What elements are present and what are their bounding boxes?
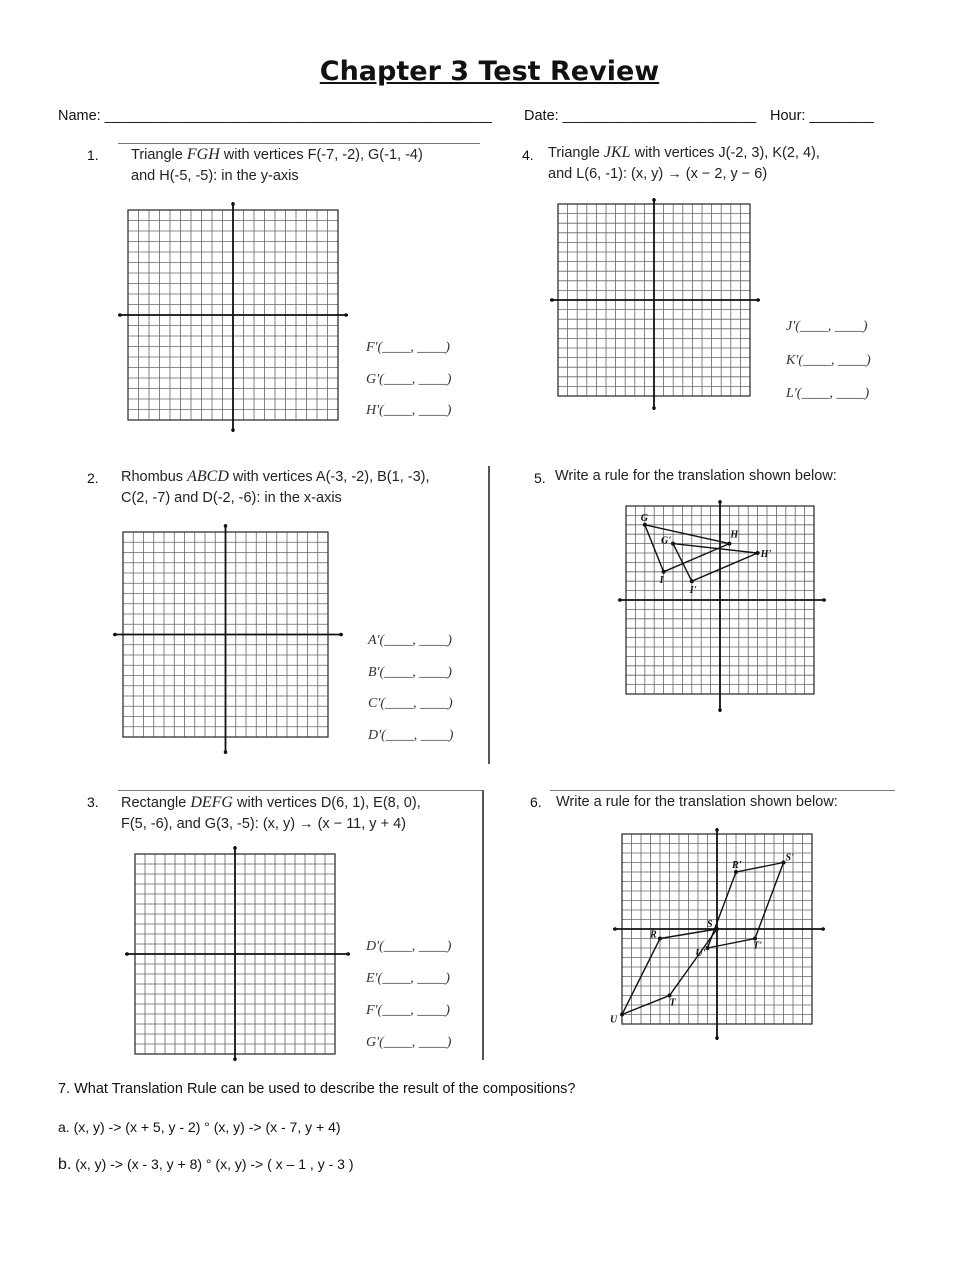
answer-g-prime-3[interactable]: G'(____, ____) bbox=[366, 1035, 452, 1050]
name-field[interactable]: Name: ________________________________________________ bbox=[58, 108, 492, 124]
grid-5[interactable] bbox=[618, 500, 826, 712]
axis-arrow bbox=[718, 500, 722, 504]
date-field[interactable]: Date: ________________________ bbox=[524, 108, 757, 124]
label-h-prime: H' bbox=[760, 549, 772, 560]
answer-j-prime[interactable]: J'(____, ____) bbox=[786, 319, 868, 334]
problem-3-text-pre: Rectangle bbox=[121, 795, 191, 811]
problem-2-figure-name: ABCD bbox=[187, 468, 229, 485]
scan-edge bbox=[488, 466, 490, 764]
triangle-ghi-prime-vertex bbox=[690, 579, 694, 583]
problem-3-text-line2: F(5, -6), and G(3, -5): (x, y) → (x − 11, y + 4) bbox=[121, 816, 406, 832]
axis-arrow bbox=[233, 846, 237, 850]
label-r-prime: R' bbox=[732, 860, 742, 871]
axis-arrow bbox=[125, 952, 129, 956]
axis-arrow bbox=[233, 1057, 237, 1061]
problem-5-number: 5. bbox=[534, 470, 546, 486]
question-7b-text: (x, y) -> (x - 3, y + 8) ° (x, y) -> ( x – 1 , y - 3 ) bbox=[75, 1156, 354, 1172]
axis-arrow bbox=[231, 428, 235, 432]
axis-arrow bbox=[715, 828, 719, 832]
label-u: U bbox=[610, 1014, 618, 1026]
label-s-prime: S' bbox=[785, 852, 794, 864]
triangle-ghi-vertex bbox=[662, 570, 666, 574]
triangle-ghi-vertex bbox=[727, 542, 731, 546]
question-7b-letter: b. bbox=[58, 1156, 72, 1173]
axis-arrow bbox=[613, 927, 617, 931]
problem-6-number: 6. bbox=[530, 794, 542, 810]
triangle-ghi-prime-vertex bbox=[671, 542, 675, 546]
label-u-prime: U' bbox=[695, 948, 706, 959]
axis-arrow bbox=[756, 298, 760, 302]
answer-f-prime-3[interactable]: F'(____, ____) bbox=[366, 1003, 450, 1018]
problem-1-text bbox=[131, 144, 423, 187]
answer-a-prime[interactable]: A'(____, ____) bbox=[368, 633, 452, 648]
label-t-prime: T' bbox=[753, 940, 762, 952]
scan-edge bbox=[118, 790, 482, 791]
question-7a: a. (x, y) -> (x + 5, y - 2) ° (x, y) -> (x - 7, y + 4) bbox=[58, 1119, 341, 1135]
answer-b-prime[interactable]: B'(____, ____) bbox=[368, 665, 452, 680]
problem-4-figure-name: JKL bbox=[603, 144, 631, 161]
answer-g-prime[interactable]: G'(____, ____) bbox=[366, 372, 452, 387]
axis-arrow bbox=[618, 598, 622, 602]
answer-k-prime[interactable]: K'(____, ____) bbox=[786, 353, 871, 368]
axis-arrow bbox=[118, 313, 122, 317]
triangle-ghi-prime-vertex bbox=[756, 551, 760, 555]
problem-3-text bbox=[121, 792, 421, 835]
axis-arrow bbox=[718, 708, 722, 712]
axis-arrow bbox=[715, 1036, 719, 1040]
answer-d-prime[interactable]: D'(____, ____) bbox=[368, 728, 454, 743]
problem-4-text-post: with vertices J(-2, 3), K(2, 4), bbox=[630, 145, 820, 161]
problem-4-text-pre: Triangle bbox=[548, 145, 604, 161]
axis-arrow bbox=[652, 406, 656, 410]
problem-1-text-post: with vertices F(-7, -2), G(-1, -4) bbox=[219, 147, 423, 163]
answer-c-prime[interactable]: C'(____, ____) bbox=[368, 696, 453, 711]
axis-arrow bbox=[224, 524, 228, 528]
page-title: Chapter 3 Test Review bbox=[319, 56, 660, 87]
problem-4-text-line2: and L(6, -1): (x, y) → (x − 2, y − 6) bbox=[548, 166, 768, 182]
axis-arrow bbox=[224, 750, 228, 754]
question-7: 7. What Translation Rule can be used to describe the result of the compositions? bbox=[58, 1081, 576, 1097]
hour-field[interactable]: Hour: ________ bbox=[770, 108, 874, 124]
scan-edge bbox=[550, 790, 895, 791]
problem-2-text bbox=[121, 466, 430, 509]
axis-arrow bbox=[231, 202, 235, 206]
axis-arrow bbox=[339, 633, 343, 637]
axis-arrow bbox=[344, 313, 348, 317]
answer-l-prime[interactable]: L'(____, ____) bbox=[786, 386, 870, 401]
label-r: R bbox=[650, 929, 657, 941]
axis-arrow bbox=[822, 598, 826, 602]
grid-4[interactable] bbox=[550, 198, 760, 410]
label-i: I bbox=[659, 574, 664, 586]
grid-1[interactable] bbox=[118, 202, 348, 432]
grid-2[interactable] bbox=[113, 524, 343, 754]
label-i-prime: I' bbox=[689, 585, 697, 597]
problem-3-number: 3. bbox=[87, 794, 99, 810]
problem-1-text-line2: and H(-5, -5): in the y-axis bbox=[131, 168, 299, 184]
label-s: S bbox=[707, 919, 713, 930]
axis-arrow bbox=[821, 927, 825, 931]
axis-arrow bbox=[346, 952, 350, 956]
label-h: H bbox=[730, 529, 739, 541]
problem-6-text: Write a rule for the translation shown below: bbox=[556, 794, 838, 810]
quad-rstu-vertex bbox=[620, 1013, 624, 1017]
problem-4-text bbox=[548, 142, 820, 185]
axis-arrow bbox=[652, 198, 656, 202]
problem-1-figure-name: FGH bbox=[186, 146, 220, 163]
answer-e-prime[interactable]: E'(____, ____) bbox=[366, 971, 450, 986]
problem-2-text-line2: C(2, -7) and D(-2, -6): in the x-axis bbox=[121, 490, 342, 506]
label-g: G bbox=[640, 512, 649, 524]
problem-2-number: 2. bbox=[87, 470, 99, 486]
axis-arrow bbox=[550, 298, 554, 302]
label-t: T bbox=[669, 997, 676, 1009]
answer-d-prime-3[interactable]: D'(____, ____) bbox=[366, 939, 452, 954]
scan-edge bbox=[482, 790, 484, 1060]
answer-h-prime[interactable]: H'(____, ____) bbox=[366, 403, 452, 418]
grid-3[interactable] bbox=[125, 846, 350, 1061]
problem-1-text-pre: Triangle bbox=[131, 147, 187, 163]
label-g-prime: G' bbox=[661, 535, 671, 547]
axis-arrow bbox=[113, 633, 117, 637]
answer-f-prime[interactable]: F'(____, ____) bbox=[366, 340, 450, 355]
problem-3-figure-name: DEFG bbox=[190, 794, 233, 811]
problem-4-number: 4. bbox=[522, 147, 534, 163]
problem-2-text-post: with vertices A(-3, -2), B(1, -3), bbox=[228, 469, 430, 485]
problem-2-text-pre: Rhombus bbox=[121, 469, 188, 485]
quad-rstu-vertex bbox=[658, 937, 662, 941]
grid-6[interactable] bbox=[610, 828, 825, 1040]
problem-1-number: 1. bbox=[87, 147, 99, 163]
question-7b bbox=[58, 1156, 353, 1174]
problem-3-text-post: with vertices D(6, 1), E(8, 0), bbox=[232, 795, 421, 811]
quad-rstu-prime-vertex bbox=[706, 946, 710, 950]
problem-5-text: Write a rule for the translation shown below: bbox=[555, 468, 837, 484]
